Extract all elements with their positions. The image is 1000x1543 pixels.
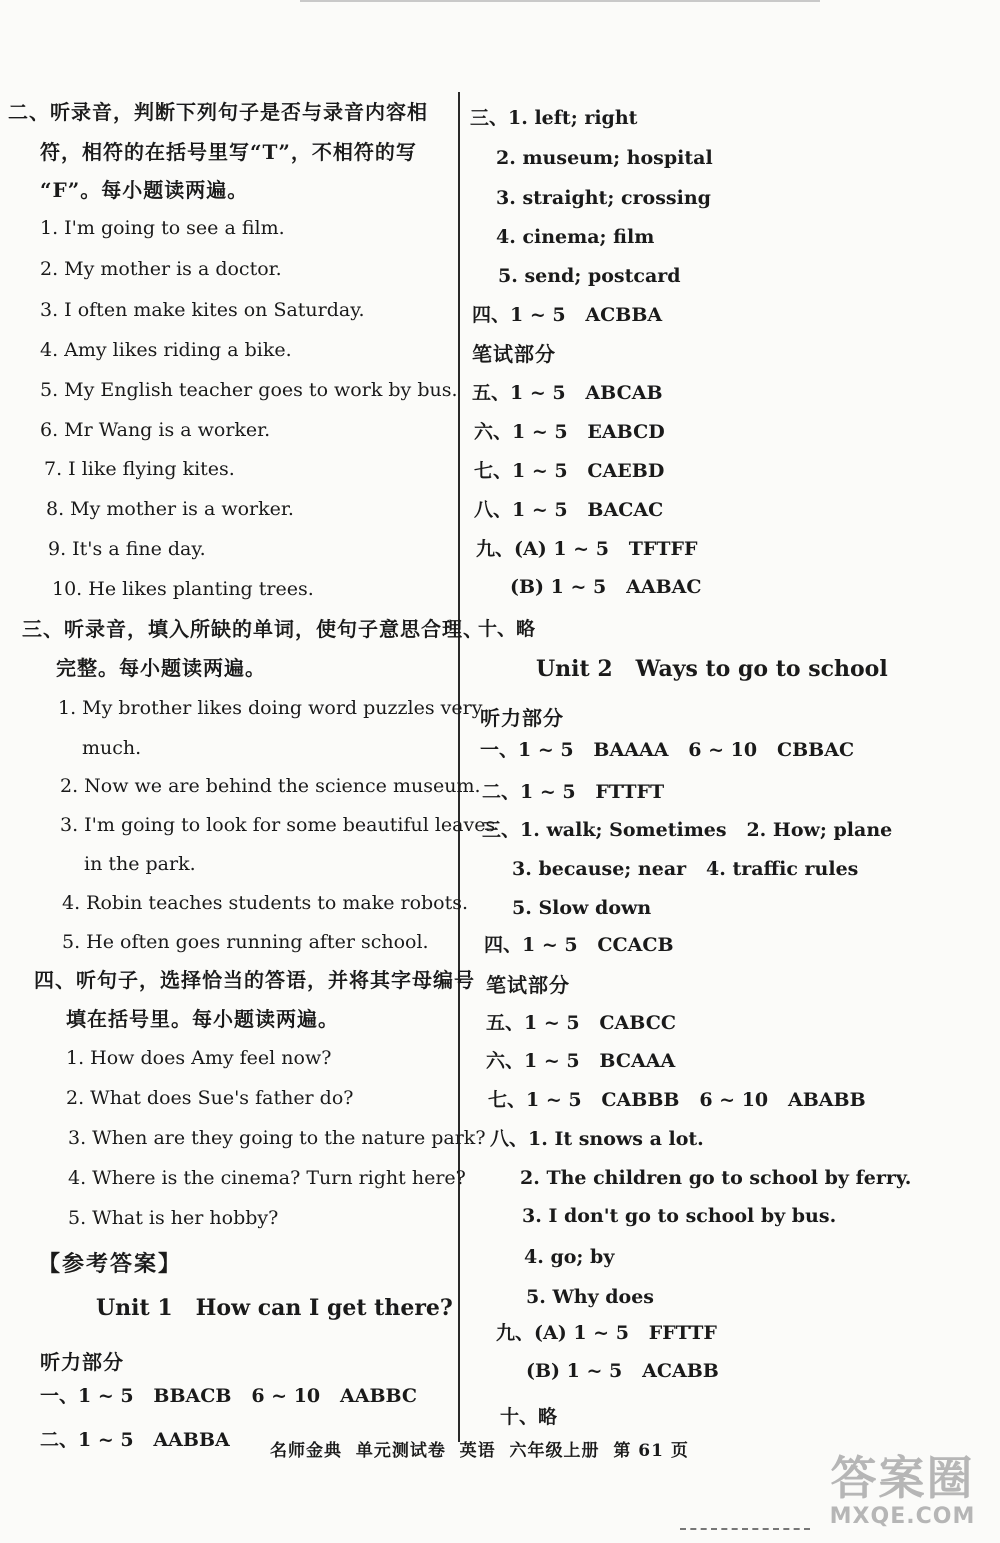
- section-4-item: 5. What is her hobby?: [68, 1207, 279, 1229]
- answer-line: 4. go; by: [524, 1246, 615, 1268]
- answer-line: (B) 1 ~ 5 ACABB: [526, 1360, 719, 1382]
- answer-line: 五、1 ~ 5 ABCAB: [472, 382, 663, 404]
- answer-line: 九、(A) 1 ~ 5 FFTTF: [496, 1322, 717, 1344]
- unit-2-title: Unit 2 Ways to go to school: [536, 656, 888, 682]
- section-2-item: 6. Mr Wang is a worker.: [40, 419, 271, 441]
- answer-line: 四、1 ~ 5 ACBBA: [472, 304, 663, 326]
- answer-line: 五、1 ~ 5 CABCC: [486, 1012, 676, 1034]
- section-2-item: 3. I often make kites on Saturday.: [40, 299, 365, 321]
- answer-line: 八、1. It snows a lot.: [490, 1128, 704, 1150]
- listening-label: 听力部分: [480, 706, 564, 730]
- answer-line: 2. The children go to school by ferry.: [520, 1167, 912, 1189]
- answer-line: 八、1 ~ 5 BACAC: [474, 499, 664, 521]
- section-4-item: 3. When are they going to the nature park?: [68, 1127, 486, 1149]
- bottom-dash-rule: [680, 1528, 810, 1530]
- section-2-item: 8. My mother is a worker.: [46, 498, 294, 520]
- answer-line: 九、(A) 1 ~ 5 TFTFF: [476, 538, 698, 560]
- answer-line: 二、1 ~ 5 FTTFT: [482, 781, 665, 803]
- section-2-item: 9. It's a fine day.: [48, 538, 206, 560]
- section-2-title-line-2: 符，相符的在括号里写“T”，不相符的写: [40, 140, 417, 164]
- unit-1-title: Unit 1 How can I get there?: [96, 1295, 453, 1321]
- section-4-item: 4. Where is the cinema? Turn right here?: [68, 1167, 466, 1189]
- answer-line: 十、略: [478, 618, 536, 640]
- section-3-item: 3. I'm going to look for some beautiful leaves: [60, 814, 496, 836]
- answer-line: 六、1 ~ 5 EABCD: [474, 421, 665, 443]
- column-divider: [458, 92, 460, 1442]
- written-part-label: 笔试部分: [472, 342, 556, 366]
- answer-line: (B) 1 ~ 5 AABAC: [510, 576, 702, 598]
- section-3-item: much.: [82, 737, 142, 759]
- answer-line: 三、1. walk; Sometimes 2. How; plane: [482, 819, 893, 841]
- section-2-item: 1. I'm going to see a film.: [40, 217, 285, 239]
- section-3-title-line-2: 完整。每小题读两遍。: [56, 656, 266, 680]
- answer-line: 四、1 ~ 5 CCACB: [484, 934, 674, 956]
- section-4-title-line-1: 四、听句子，选择恰当的答语，并将其字母编号: [34, 968, 475, 992]
- section-2-item: 2. My mother is a doctor.: [40, 258, 282, 280]
- answer-line: 5. send; postcard: [498, 265, 681, 287]
- page-footer: 名师金典 单元测试卷 英语 六年级上册 第 61 页: [270, 1441, 689, 1461]
- answer-line: 七、1 ~ 5 CABBB 6 ~ 10 ABABB: [488, 1089, 866, 1111]
- answer-line: 4. cinema; film: [496, 226, 655, 248]
- section-4-title-line-2: 填在括号里。每小题读两遍。: [66, 1007, 339, 1031]
- answer-line: 5. Slow down: [512, 897, 652, 919]
- watermark-small-text: MXQE.COM: [829, 1504, 976, 1529]
- answers-heading: 【参考答案】: [38, 1251, 183, 1277]
- section-4-item: 1. How does Amy feel now?: [66, 1047, 332, 1069]
- top-rule: [300, 0, 820, 2]
- answer-line: 一、1 ~ 5 BAAAA 6 ~ 10 CBBAC: [480, 739, 855, 761]
- answer-line: 六、1 ~ 5 BCAAA: [486, 1050, 676, 1072]
- section-2-item: 10. He likes planting trees.: [52, 578, 314, 600]
- answer-line: 2. museum; hospital: [496, 147, 713, 169]
- unit-1-answer-2: 二、1 ~ 5 AABBA: [40, 1429, 230, 1451]
- written-part-label: 笔试部分: [486, 973, 570, 997]
- watermark-big-text: 答案圈: [830, 1451, 975, 1505]
- answer-line: 3. I don't go to school by bus.: [522, 1205, 837, 1227]
- section-2-title-line-1: 二、听录音，判断下列句子是否与录音内容相: [8, 100, 428, 124]
- section-3-item: in the park.: [84, 853, 196, 875]
- watermark-logo: [815, 1452, 990, 1537]
- answer-line: 十、略: [500, 1406, 558, 1428]
- section-3-item: 5. He often goes running after school.: [62, 931, 429, 953]
- section-2-item: 7. I like flying kites.: [44, 458, 235, 480]
- answer-line: 3. because; near 4. traffic rules: [512, 858, 859, 880]
- section-3-item: 4. Robin teaches students to make robots.: [62, 892, 469, 914]
- answer-line: 5. Why does: [526, 1286, 654, 1308]
- listening-label: 听力部分: [40, 1350, 124, 1374]
- section-2-item: 4. Amy likes riding a bike.: [40, 339, 292, 361]
- section-3-title-line-1: 三、听录音，填入所缺的单词，使句子意思合理、: [22, 617, 484, 641]
- section-3-item: 2. Now we are behind the science museum.: [60, 775, 481, 797]
- unit-1-answer-1: 一、1 ~ 5 BBACB 6 ~ 10 AABBC: [40, 1385, 418, 1407]
- answer-line: 七、1 ~ 5 CAEBD: [474, 460, 665, 482]
- answer-line: 3. straight; crossing: [496, 187, 711, 209]
- answer-line: 三、1. left; right: [470, 107, 638, 129]
- section-2-item: 5. My English teacher goes to work by bus.: [40, 379, 458, 401]
- section-2-title-line-3: “F”。每小题读两遍。: [40, 178, 249, 202]
- section-4-item: 2. What does Sue's father do?: [66, 1087, 354, 1109]
- section-3-item: 1. My brother likes doing word puzzles very: [58, 697, 483, 719]
